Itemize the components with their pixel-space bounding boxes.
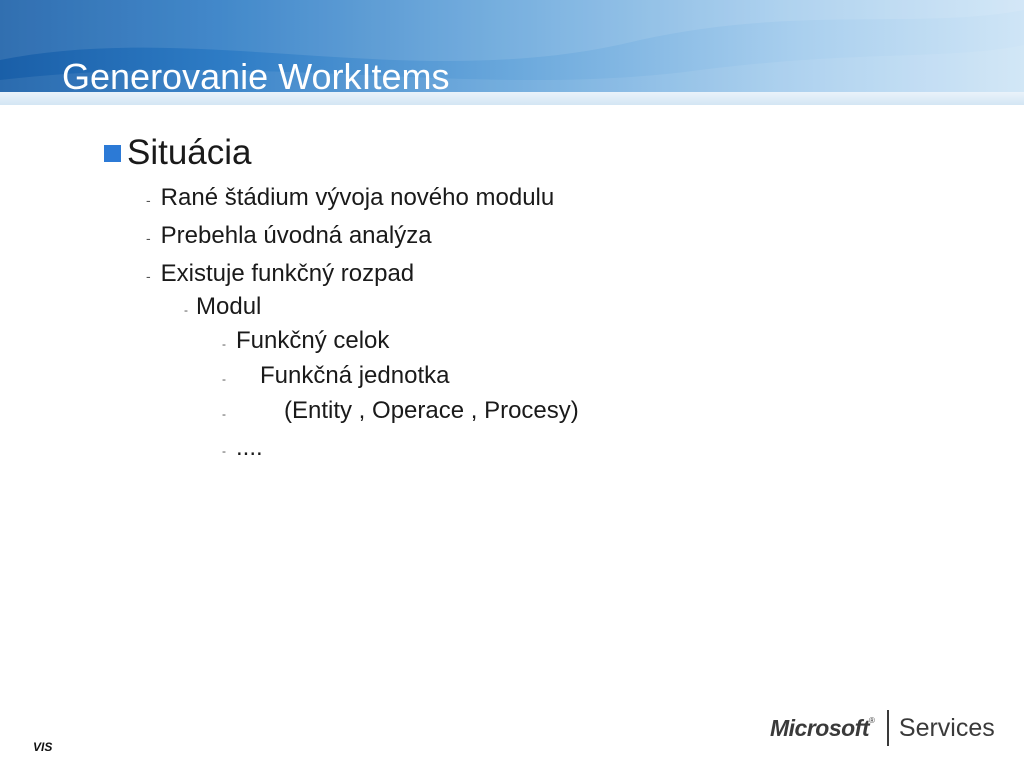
- list-item-text: Funkčná jednotka: [260, 362, 450, 389]
- list-item: [146, 184, 554, 212]
- slide-title: Generovanie WorkItems: [62, 56, 450, 92]
- logo-brand: Microsoft: [770, 714, 869, 741]
- slide-header: [0, 0, 1024, 92]
- dash-marker: -: [146, 268, 151, 284]
- dash-marker: -: [222, 444, 226, 458]
- list-item: [222, 362, 449, 390]
- list-item-text: Funkčný celok: [236, 327, 390, 354]
- list-item-text: ....: [236, 434, 263, 461]
- dash-marker: -: [222, 372, 226, 386]
- list-item-text: Existuje funkčný rozpad: [160, 260, 415, 287]
- dash-marker: -: [146, 192, 151, 208]
- list-item: [222, 434, 263, 462]
- logo-services: Services: [898, 713, 995, 742]
- dash-marker: -: [222, 337, 226, 351]
- registered-mark-icon: ®: [869, 716, 875, 725]
- square-bullet-icon: [104, 145, 121, 162]
- list-item-text: Rané štádium vývoja nového modulu: [160, 184, 555, 211]
- list-item-text: Modul: [196, 293, 262, 320]
- dash-marker: -: [146, 230, 151, 246]
- dash-marker: -: [184, 303, 188, 317]
- main-bullet: [104, 133, 252, 173]
- list-item: [222, 327, 389, 355]
- list-item: [222, 397, 579, 425]
- list-item: [146, 260, 414, 288]
- dash-marker: -: [222, 407, 226, 421]
- list-item: [146, 222, 432, 250]
- footer-vis-label: VIS: [33, 740, 53, 754]
- list-item: [184, 293, 261, 321]
- microsoft-services-logo: [770, 708, 995, 748]
- header-stripe: [0, 92, 1024, 105]
- list-item-text: Prebehla úvodná analýza: [160, 222, 432, 249]
- list-item-text: (Entity , Operace , Procesy): [284, 397, 579, 424]
- logo-separator: [887, 710, 889, 746]
- main-bullet-text: Situácia: [127, 133, 252, 172]
